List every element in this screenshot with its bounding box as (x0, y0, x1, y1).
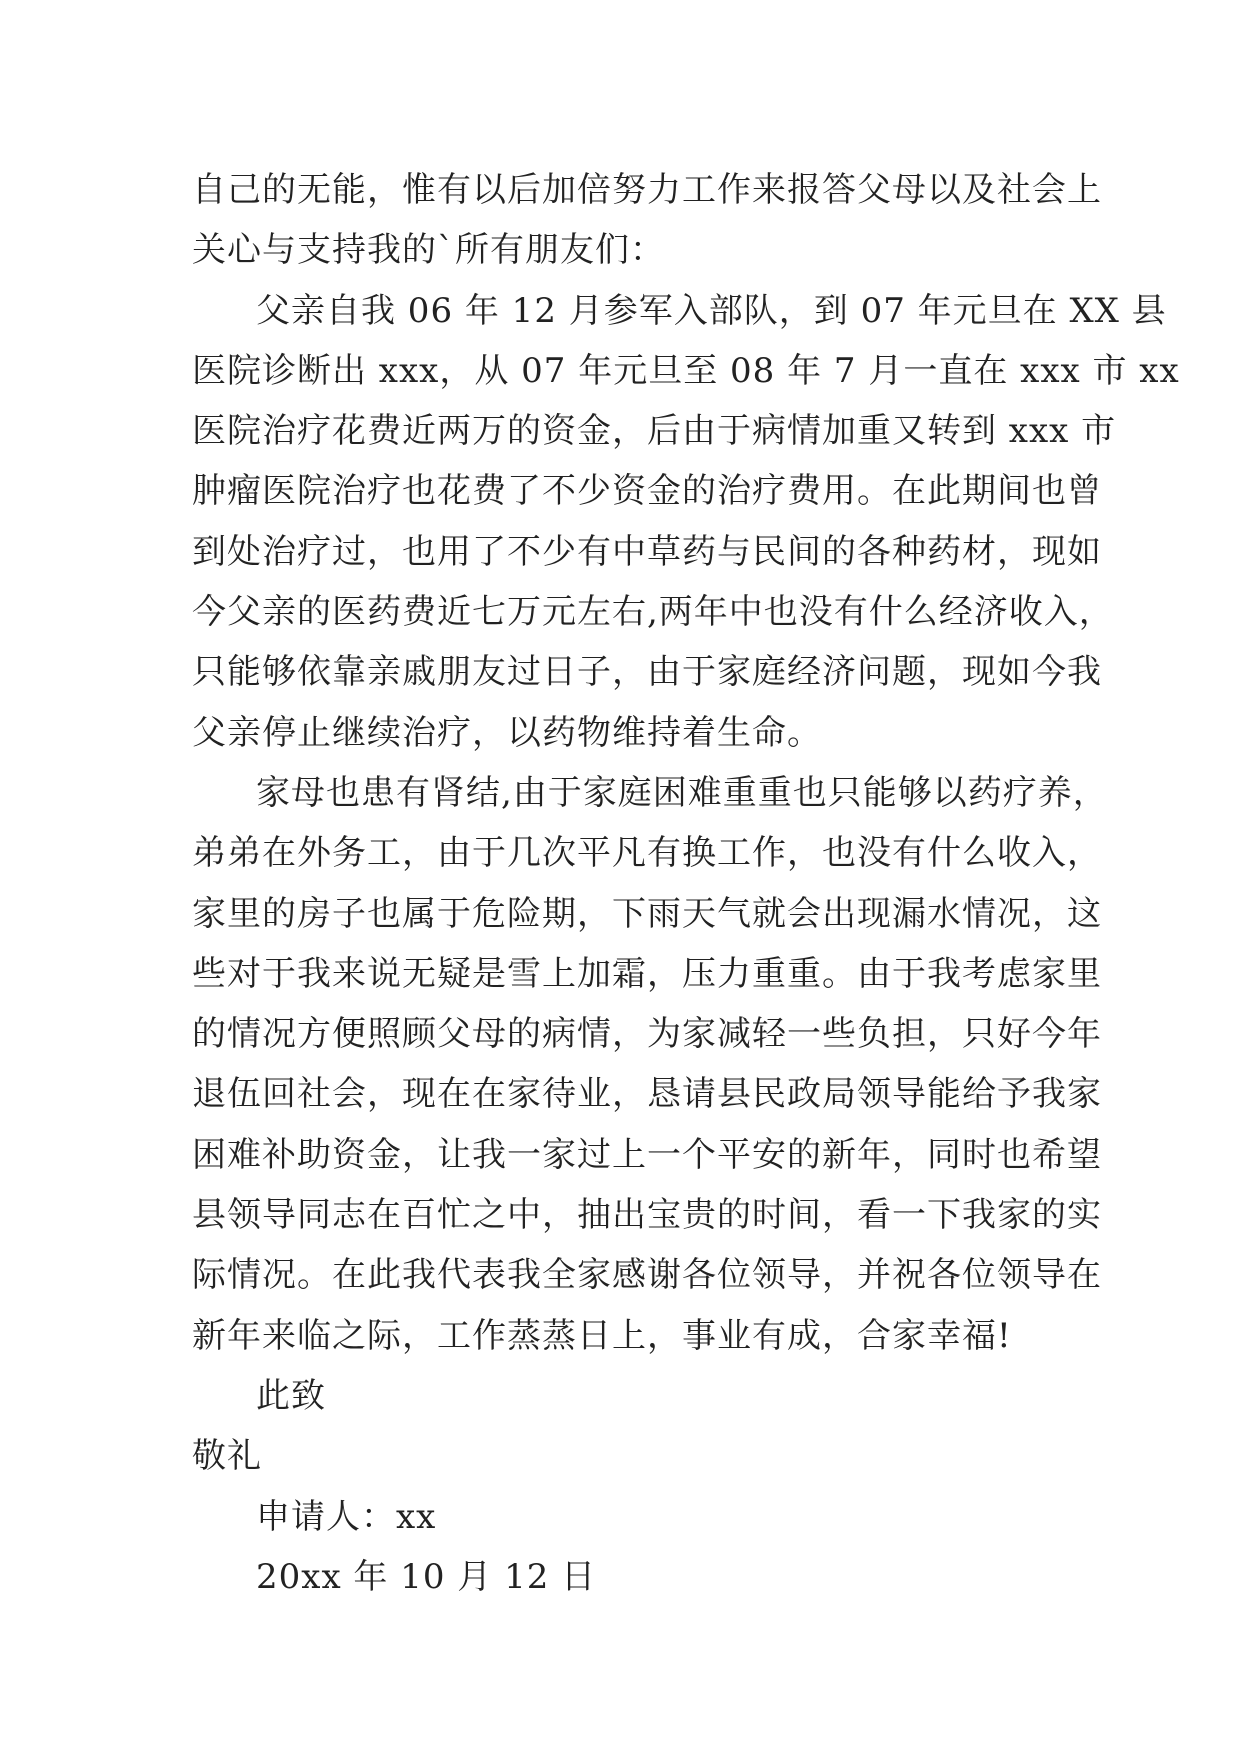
letter-body (192, 160, 1180, 1607)
text-line: 只能够依靠亲戚朋友过日子，由于家庭经济问题，现如今我 (192, 652, 1102, 693)
text-line: 些对于我来说无疑是雪上加霜，压力重重。由于我考虑家里 (192, 953, 1102, 994)
text-line: 困难补助资金，让我一家过上一个平安的新年，同时也希望 (192, 1134, 1102, 1175)
text-line: 肿瘤医院治疗也花费了不少资金的治疗费用。在此期间也曾 (192, 471, 1102, 512)
text-line: 县领导同志在百忙之中，抽出宝贵的时间，看一下我家的实 (192, 1195, 1102, 1236)
text-line: 父亲停止继续治疗，以药物维持着生命。 (192, 712, 822, 753)
letter-date: 20xx 年 10 月 12 日 (256, 1556, 597, 1597)
text-line: 新年来临之际，工作蒸蒸日上，事业有成，合家幸福! (192, 1315, 1012, 1356)
closing-respect: 敬礼 (192, 1436, 262, 1477)
text-line: 自己的无能，惟有以后加倍努力工作来报答父母以及社会上 (192, 170, 1102, 210)
text-line: 退伍回社会，现在在家待业，恳请县民政局领导能给予我家 (192, 1074, 1102, 1115)
text-line: 际情况。在此我代表我全家感谢各位领导，并祝各位领导在 (192, 1255, 1102, 1296)
text-line: 的情况方便照顾父母的病情，为家减轻一些负担，只好今年 (192, 1014, 1102, 1055)
paragraph-start-line: 家母也患有肾结,由于家庭困难重重也只能够以药疗养， (256, 772, 1108, 813)
text-line: 关心与支持我的`所有朋友们： (192, 230, 665, 271)
paragraph-start-line: 父亲自我 06 年 12 月参军入部队，到 07 年元旦在 XX 县 (256, 290, 1167, 331)
text-line: 到处治疗过，也用了不少有中草药与民间的各种药材，现如 (192, 531, 1102, 572)
applicant-signature: 申请人：xx (256, 1496, 437, 1537)
text-line: 今父亲的医药费近七万元左右,两年中也没有什么经济收入， (192, 592, 1114, 633)
text-line: 医院治疗花费近两万的资金，后由于病情加重又转到 xxx 市 (192, 411, 1117, 452)
text-line: 医院诊断出 xxx，从 07 年元旦至 08 年 7 月一直在 xxx 市 xx (192, 350, 1180, 391)
text-line: 家里的房子也属于危险期，下雨天气就会出现漏水情况，这 (192, 893, 1102, 934)
closing-salutation: 此致 (256, 1375, 326, 1416)
text-line: 弟弟在外务工，由于几次平凡有换工作，也没有什么收入， (192, 833, 1102, 874)
